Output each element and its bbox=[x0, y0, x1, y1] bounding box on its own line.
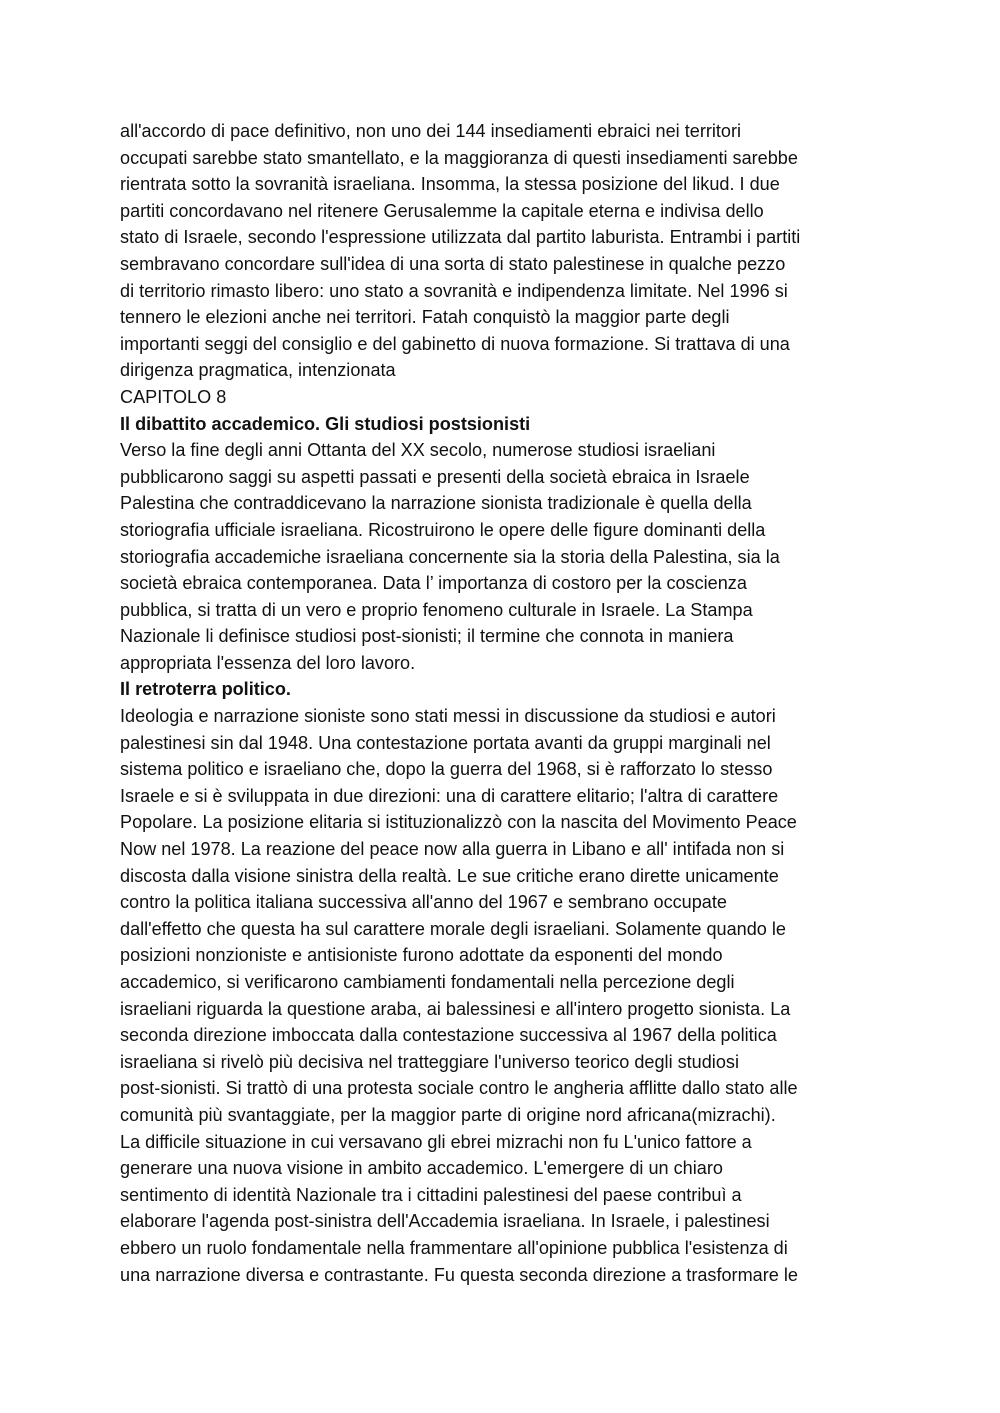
text-line: posizioni nonzioniste e antisioniste furono adottate da esponenti del mondo bbox=[120, 945, 723, 966]
text-line: una narrazione diversa e contrastante. Fu questa seconda direzione a trasformare le bbox=[120, 1264, 798, 1285]
text-line: accademico, si verificarono cambiamenti fondamentali nella percezione degli bbox=[120, 972, 735, 992]
text-line: stato di Israele, secondo l'espressione utilizzata dal partito laburista. Entrambi i partiti bbox=[120, 227, 801, 248]
text-line: comunità più svantaggiate, per la maggior parte di origine nord africana(mizrachi). bbox=[120, 1104, 776, 1125]
text-line: elaborare l'agenda post-sinistra dell'Accademia israeliana. In Israele, i palestinesi bbox=[120, 1211, 770, 1232]
document-page bbox=[120, 118, 890, 1288]
text-line: importanti seggi del consiglio e del gabinetto di nuova formazione. Si trattava di una bbox=[120, 333, 790, 354]
text-line: all'accordo di pace definitivo, non uno dei 144 insediamenti ebraici nei territori bbox=[120, 121, 742, 141]
text-line: contro la politica italiana successiva all'anno del 1967 e sembrano occupate bbox=[120, 892, 727, 913]
text-line: discosta dalla visione sinistra della realtà. Le sue critiche erano dirette unicamente bbox=[120, 865, 779, 886]
text-line: Popolare. La posizione elitaria si istituzionalizzò con la nascita del Movimento Peace bbox=[120, 812, 797, 833]
section2-paragraph bbox=[120, 703, 890, 1288]
text-line: pubblica, si tratta di un vero e proprio fenomeno culturale in Israele. La Stampa bbox=[120, 599, 753, 620]
text-line: Verso la fine degli anni Ottanta del XX secolo, numerose studiosi israeliani bbox=[120, 440, 716, 461]
text-line: seconda direzione imboccata dalla contestazione successiva al 1967 della politica bbox=[120, 1025, 777, 1046]
intro-paragraph bbox=[120, 118, 890, 384]
section1-paragraph bbox=[120, 437, 890, 676]
text-line: pubblicarono saggi su aspetti passati e presenti della società ebraica in Israele bbox=[120, 466, 750, 487]
text-line: israeliana si rivelò più decisiva nel tratteggiare l'universo teorico degli studiosi bbox=[120, 1051, 739, 1072]
text-line: La difficile situazione in cui versavano gli ebrei mizrachi non fu L'unico fattore a bbox=[120, 1131, 752, 1152]
chapter-title: Il dibattito accademico. Gli studiosi postsionisti bbox=[120, 413, 531, 434]
text-line: appropriata l'essenza del loro lavoro. bbox=[120, 652, 416, 673]
text-line: storiografia accademiche israeliana concernente sia la storia della Palestina, sia la bbox=[120, 546, 780, 567]
text-line: tennero le elezioni anche nei territori. Fatah conquistò la maggior parte degli bbox=[120, 307, 730, 328]
text-line: storiografia ufficiale israeliana. Ricostruirono le opere delle figure dominanti della bbox=[120, 519, 766, 540]
text-line: partiti concordavano nel ritenere Gerusalemme la capitale eterna e indivisa dello bbox=[120, 200, 764, 221]
text-line: occupati sarebbe stato smantellato, e la maggioranza di questi insediamenti sarebbe bbox=[120, 147, 798, 168]
text-line: Now nel 1978. La reazione del peace now alla guerra in Libano e all' intifada non si bbox=[120, 839, 785, 860]
text-line: israeliani riguarda la questione araba, ai balessinesi e all'intero progetto sionista. La bbox=[120, 998, 791, 1019]
section-heading: Il retroterra politico. bbox=[120, 679, 291, 700]
text-line: Israele e si è sviluppata in due direzioni: una di carattere elitario; l'altra di carattere bbox=[120, 785, 779, 806]
text-line: Nazionale li definisce studiosi post-sionisti; il termine che connota in maniera bbox=[120, 626, 734, 647]
text-line: Palestina che contraddicevano la narrazione sionista tradizionale è quella della bbox=[120, 493, 752, 514]
text-line: sistema politico e israeliano che, dopo la guerra del 1968, si è rafforzato lo stesso bbox=[120, 759, 773, 780]
text-line: dall'effetto che questa ha sul carattere morale degli israeliani. Solamente quando le bbox=[120, 918, 786, 939]
text-line: palestinesi sin dal 1948. Una contestazione portata avanti da gruppi marginali nel bbox=[120, 732, 771, 753]
chapter-label: CAPITOLO 8 bbox=[120, 386, 227, 407]
text-line: sentimento di identità Nazionale tra i cittadini palestinesi del paese contribuì a bbox=[120, 1184, 742, 1205]
text-line: post-sionisti. Si trattò di una protesta sociale contro le angheria afflitte dallo stato alle bbox=[120, 1078, 798, 1099]
text-line: Ideologia e narrazione sioniste sono stati messi in discussione da studiosi e autori bbox=[120, 706, 776, 727]
text-line: sembravano concordare sull'idea di una sorta di stato palestinese in qualche pezzo bbox=[120, 253, 786, 274]
text-line: di territorio rimasto libero: uno stato a sovranità e indipendenza limitate. Nel 1996 si bbox=[120, 280, 788, 301]
text-line: società ebraica contemporanea. Data l’ importanza di costoro per la coscienza bbox=[120, 573, 747, 594]
text-line: rientrata sotto la sovranità israeliana. Insomma, la stessa posizione del likud. I due bbox=[120, 174, 780, 195]
text-line: ebbero un ruolo fondamentale nella frammentare all'opinione pubblica l'esistenza di bbox=[120, 1237, 788, 1258]
text-line: dirigenza pragmatica, intenzionata bbox=[120, 360, 396, 381]
text-line: generare una nuova visione in ambito accademico. L'emergere di un chiaro bbox=[120, 1158, 723, 1179]
